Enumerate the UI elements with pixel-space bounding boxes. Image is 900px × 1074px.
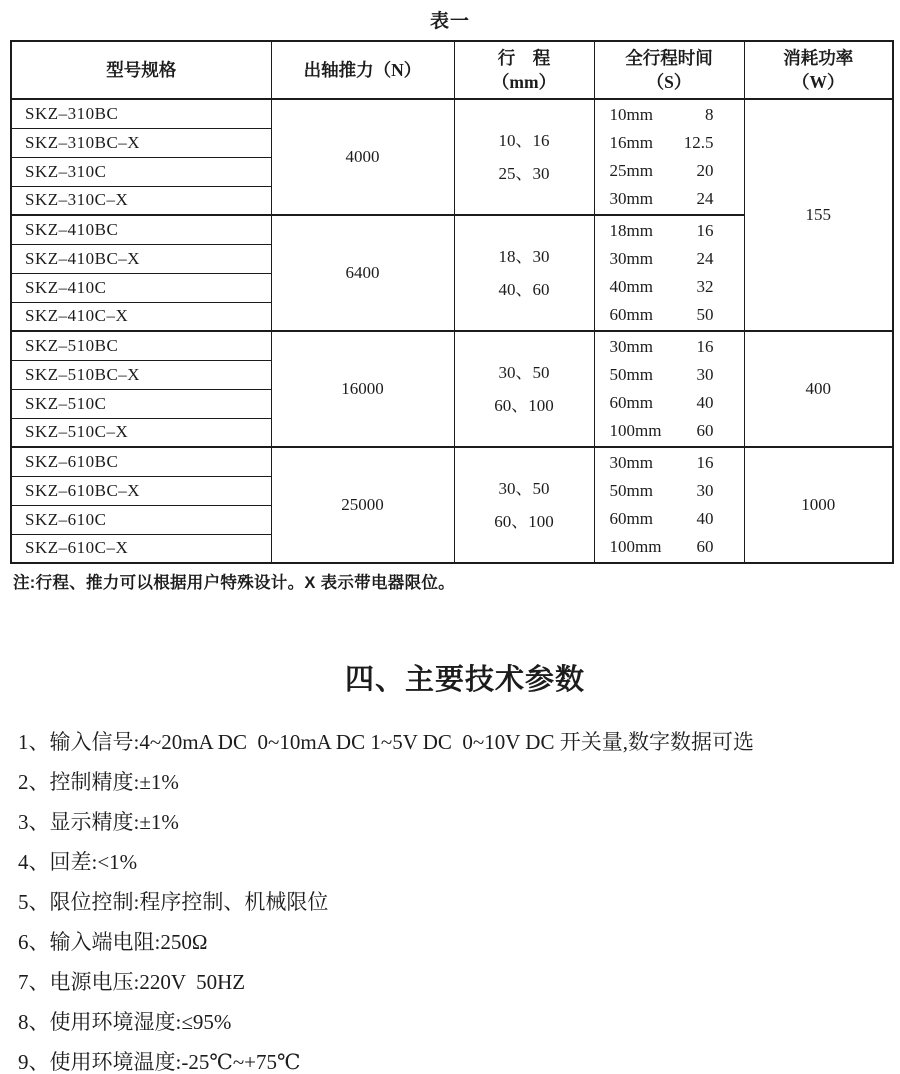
parameter-item: 2、控制精度:±1% bbox=[18, 770, 179, 794]
stroke-cell: 10、16 25、30 bbox=[454, 99, 594, 215]
parameter-item: 9、使用环境温度:-25℃~+75℃ bbox=[18, 1050, 301, 1074]
parameter-item: 6、输入端电阻:250Ω bbox=[18, 930, 208, 954]
thrust-cell: 25000 bbox=[271, 447, 454, 563]
stroke-cell: 18、30 40、60 bbox=[454, 215, 594, 331]
section-title: 四、主要技术参数 bbox=[344, 664, 585, 696]
column-header-model: 型号规格 bbox=[11, 41, 271, 99]
model-cell: SKZ–610C bbox=[11, 505, 271, 534]
table-row bbox=[11, 331, 893, 360]
model-cell: SKZ–610C–X bbox=[11, 534, 271, 563]
column-header-power: 消耗功率 （W） bbox=[744, 41, 893, 99]
table-header-row bbox=[11, 41, 893, 99]
stroke-cell: 30、50 60、100 bbox=[454, 447, 594, 563]
time-cell: 18mm 16 30mm 24 40mm 32 60mm 50 bbox=[594, 215, 744, 331]
column-header-stroke: 行 程 （mm） bbox=[454, 41, 594, 99]
spec-table bbox=[10, 40, 894, 564]
model-cell: SKZ–410BC bbox=[11, 215, 271, 244]
table-note: 注:行程、推力可以根据用户特殊设计。X 表示带电器限位。 bbox=[13, 574, 455, 592]
table-row bbox=[11, 99, 893, 128]
model-cell: SKZ–510C–X bbox=[11, 418, 271, 447]
parameter-item: 5、限位控制:程序控制、机械限位 bbox=[18, 890, 329, 914]
table-caption: 表一 bbox=[429, 11, 470, 32]
time-cell: 30mm 16 50mm 30 60mm 40 100mm 60 bbox=[594, 447, 744, 563]
power-cell: 400 bbox=[744, 331, 893, 447]
model-cell: SKZ–410BC–X bbox=[11, 244, 271, 273]
thrust-cell: 4000 bbox=[271, 99, 454, 215]
parameter-item: 7、电源电压:220V 50HZ bbox=[18, 970, 246, 994]
model-cell: SKZ–610BC–X bbox=[11, 476, 271, 505]
thrust-cell: 16000 bbox=[271, 331, 454, 447]
model-cell: SKZ–410C bbox=[11, 273, 271, 302]
parameter-item: 4、回差:<1% bbox=[18, 850, 138, 874]
model-cell: SKZ–310C–X bbox=[11, 186, 271, 215]
time-cell: 10mm 8 16mm 12.5 25mm 20 30mm 24 bbox=[594, 99, 744, 215]
time-cell: 30mm 16 50mm 30 60mm 40 100mm 60 bbox=[594, 331, 744, 447]
parameter-item: 8、使用环境湿度:≤95% bbox=[18, 1010, 232, 1034]
model-cell: SKZ–610BC bbox=[11, 447, 271, 476]
model-cell: SKZ–310C bbox=[11, 157, 271, 186]
model-cell: SKZ–510BC–X bbox=[11, 360, 271, 389]
model-cell: SKZ–310BC bbox=[11, 99, 271, 128]
model-cell: SKZ–410C–X bbox=[11, 302, 271, 331]
column-header-thrust: 出轴推力（N） bbox=[271, 41, 454, 99]
table-row bbox=[11, 447, 893, 476]
thrust-cell: 6400 bbox=[271, 215, 454, 331]
model-cell: SKZ–310BC–X bbox=[11, 128, 271, 157]
parameter-list bbox=[18, 722, 900, 1074]
power-cell: 1000 bbox=[744, 447, 893, 563]
stroke-cell: 30、50 60、100 bbox=[454, 331, 594, 447]
column-header-time: 全行程时间 （S） bbox=[594, 41, 744, 99]
model-cell: SKZ–510BC bbox=[11, 331, 271, 360]
model-cell: SKZ–510C bbox=[11, 389, 271, 418]
power-cell: 155 bbox=[744, 99, 893, 331]
parameter-item: 3、显示精度:±1% bbox=[18, 810, 179, 834]
parameter-item: 1、输入信号:4~20mA DC 0~10mA DC 1~5V DC 0~10V DC 开关量,数字数据可选 bbox=[18, 730, 754, 754]
